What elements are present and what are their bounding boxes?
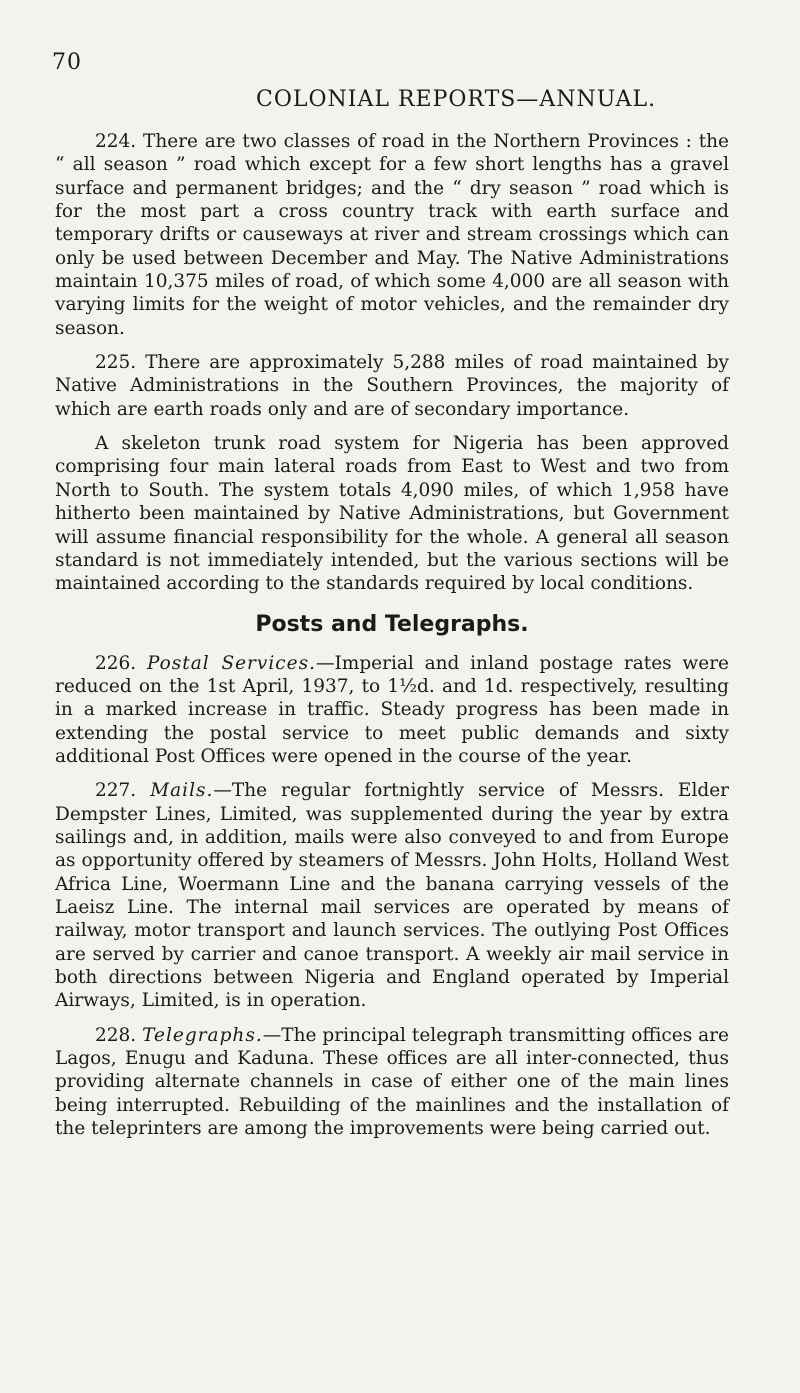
paragraph-subhead: Mails. <box>150 780 214 802</box>
paragraph-trunk-road-system: A skeleton trunk road system for Nigeria has been approved comprising four main lateral roads from East to West and two from North to South. The system totals 4,090 miles, of which 1,958 have hitherto been maintained by Native Administrations, but Government will assume financial responsibility for the whole. A general all season standard is not immediately intended, but the various sections will be maintained according to the standards required by local conditions. <box>55 433 729 595</box>
page-number: 70 <box>52 50 82 75</box>
paragraph-subhead: Postal Services. <box>146 652 316 674</box>
paragraph-227 <box>55 779 729 1012</box>
paragraph-number: 226. <box>95 652 137 674</box>
paragraph-224: 224. There are two classes of road in the Northern Provinces : the “ all season ” road which except for a few short lengths has a gravel surface and permanent bridges; and the “ dry season ” road which is for the most part a cross country track with earth surface and temporary drifts or causeways at river and stream crossings which can only be used between December and May. The Native Administrations maintain 10,375 miles of road, of which some 4,000 are all season with varying limits for the weight of motor vehicles, and the remainder dry season. <box>55 131 729 339</box>
paragraph-subhead: Telegraphs. <box>142 1024 263 1046</box>
paragraph-number: 227. <box>95 780 137 802</box>
section-heading: Posts and Telegraphs. <box>255 611 529 637</box>
paragraph-text: —The regular fortnightly service of Messrs. Elder Dempster Lines, Limited, was supplemented during the year by extra sailings and, in addition, mails were also conveyed to and from Europe as opportunity offered by steamers of Messrs. John Holts, Holland West Africa Line, Woermann Line and the banana carrying vessels of the Laeisz Line. The internal mail services are operated by means of railway, motor transport and launch services. The outlying Post Offices are served by carrier and canoe transport. A weekly air mail service in both directions between Nigeria and England operated by Imperial Airways, Limited, is in operation. <box>55 780 729 1012</box>
paragraph-number: 228. <box>95 1024 137 1046</box>
running-header: COLONIAL REPORTS—ANNUAL. <box>256 87 657 112</box>
paragraph-226 <box>55 652 729 769</box>
paragraph-225: 225. There are approximately 5,288 miles of road maintained by Native Administrations in the Southern Provinces, the majority of which are earth roads only and are of secondary importance. <box>55 352 729 420</box>
paragraph-text: —The principal telegraph transmitting offices are Lagos, Enugu and Kaduna. These offices are all inter-connected, thus providing alternate channels in case of either one of the main lines being interrupted. Rebuilding of the mainlines and the installation of the teleprinters are among the improvements were being carried out. <box>55 1024 729 1140</box>
paragraph-228 <box>55 1024 729 1141</box>
body-text <box>55 130 729 1140</box>
paragraph-text: —Imperial and inland postage rates were reduced on the 1st April, 1937, to 1½d. and 1d. respectively, resulting in a marked increase in traffic. Steady progress has been made in extending the postal service to meet public demands and sixty additional Post Offices were opened in the course of the year. <box>55 652 729 767</box>
